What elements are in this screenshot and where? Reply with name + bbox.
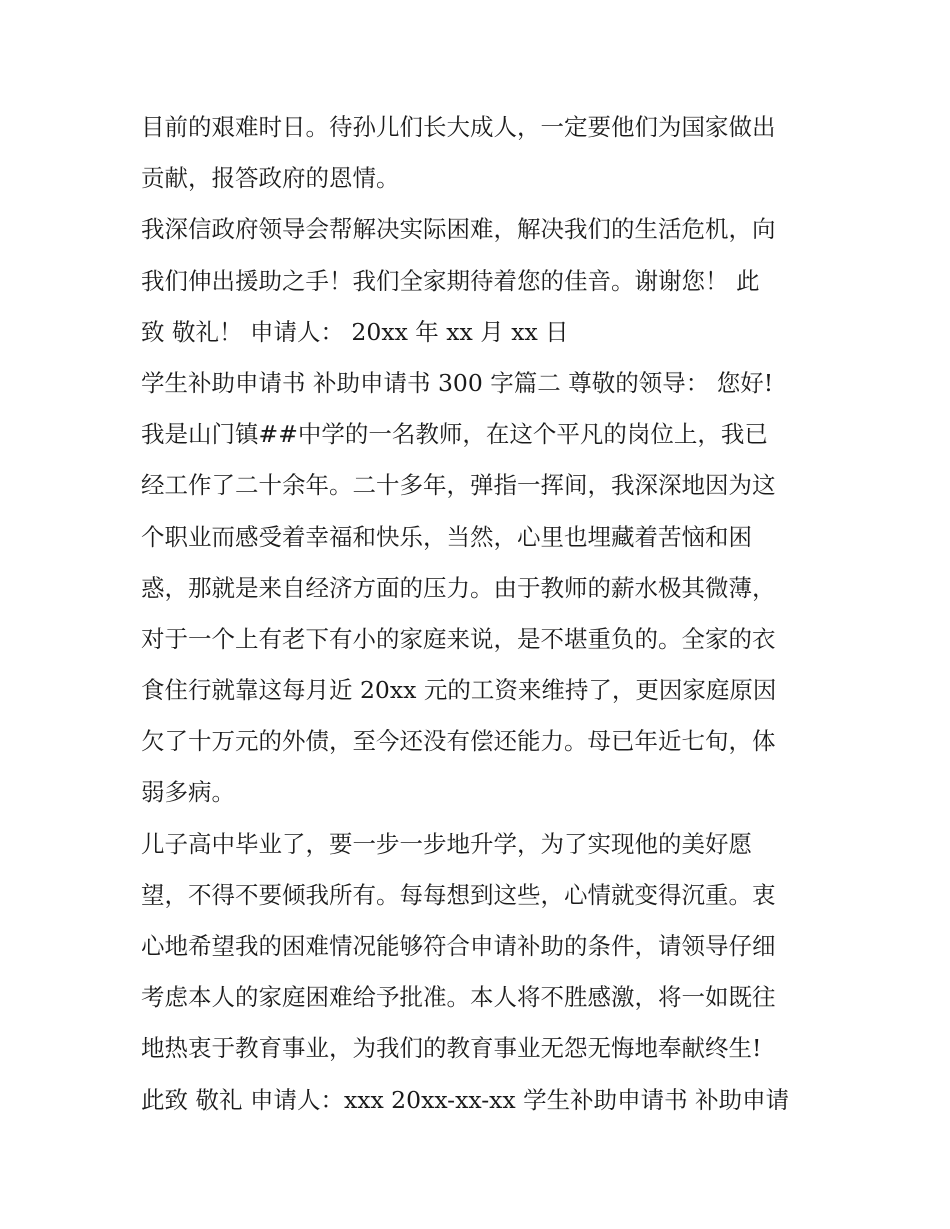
text-line: 我们伸出援助之手！我们全家期待着您的佳音。谢谢您！ 此 xyxy=(141,266,760,295)
text-line: 考虑本人的家庭困难给予批准。本人将不胜感激，将一如既往 xyxy=(141,983,776,1012)
text-line: 欠了十万元的外债，至今还没有偿还能力。母已年近七旬，体 xyxy=(141,727,776,756)
text-line: 我深信政府领导会帮解决实际困难，解决我们的生活危机，向 xyxy=(141,215,776,244)
text-line: 儿子高中毕业了，要一步一步地升学，为了实现他的美好愿 xyxy=(141,829,752,858)
text-line: 目前的艰难时日。待孙儿们长大成人，一定要他们为国家做出 xyxy=(141,113,776,141)
text-line: 弱多病。 xyxy=(141,778,235,807)
text-line: 惑，那就是来自经济方面的压力。由于教师的薪水极其微薄， xyxy=(141,573,776,602)
text-line: 地热衷于教育事业，为我们的教育事业无怨无悔地奉献终生! xyxy=(141,1034,762,1063)
text-line: 对于一个上有老下有小的家庭来说，是不堪重负的。全家的衣 xyxy=(141,624,776,653)
text-line: 学生补助申请书 补助申请书 300 字篇二 尊敬的领导： 您好! xyxy=(141,368,774,397)
text-line: 望，不得不要倾我所有。每每想到这些，心情就变得沉重。衷 xyxy=(141,880,776,909)
text-line: 致 敬礼！ 申请人： 20xx 年 xx 月 xx 日 xyxy=(141,317,569,346)
text-line: 个职业而感受着幸福和快乐，当然，心里也埋藏着苦恼和困 xyxy=(141,522,752,551)
text-line: 经工作了二十余年。二十多年，弹指一挥间，我深深地因为这 xyxy=(141,471,776,500)
text-line: 此致 敬礼 申请人：xxx 20xx-xx-xx 学生补助申请书 补助申请 xyxy=(141,1085,790,1114)
text-line: 贡献，报答政府的恩情。 xyxy=(141,164,400,193)
text-line: 食住行就靠这每月近 20xx 元的工资来维持了，更因家庭原因 xyxy=(141,676,777,705)
text-line: 心地希望我的困难情况能够符合申请补助的条件，请领导仔细 xyxy=(141,932,776,960)
text-line: 我是山门镇##中学的一名教师，在这个平凡的岗位上，我已 xyxy=(141,420,768,449)
document-body xyxy=(141,102,821,1126)
